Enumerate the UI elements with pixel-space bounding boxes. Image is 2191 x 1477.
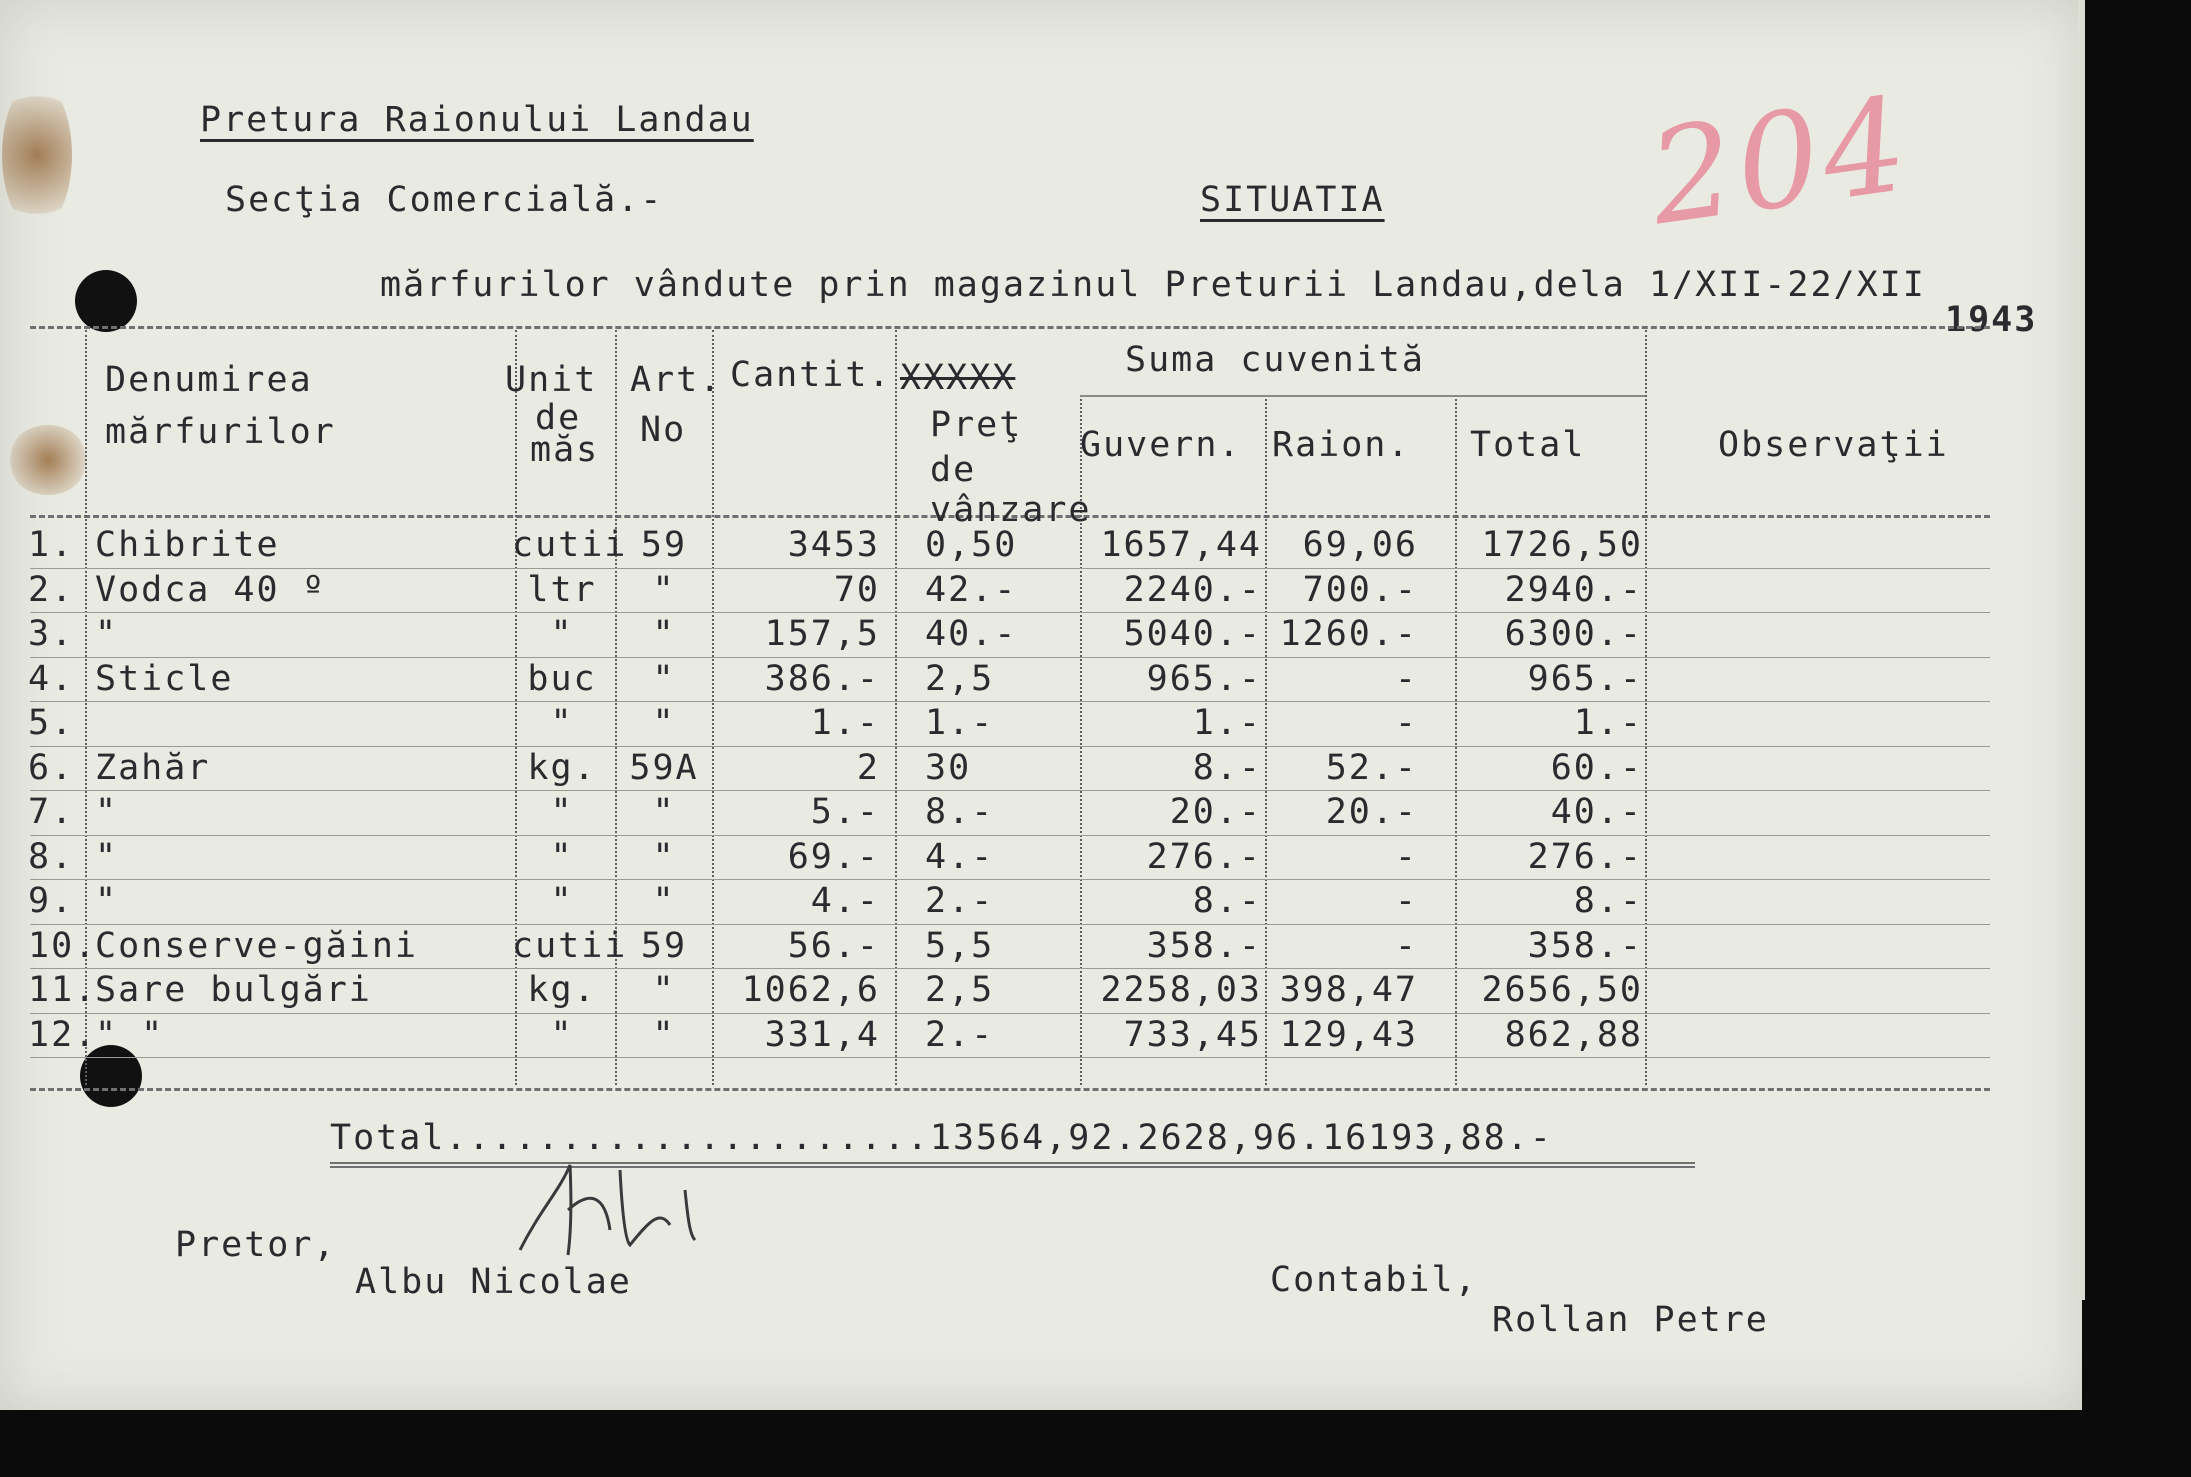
item-sum-raion: 1260.- <box>1279 614 1418 654</box>
contabil-name: Rollan Petre <box>1492 1300 1769 1340</box>
item-sum-gov: 2240.- <box>1123 569 1262 610</box>
item-name: Conserve-găini <box>95 925 419 966</box>
item-unit: " <box>550 1014 574 1055</box>
item-quantity: 386.- <box>764 658 880 699</box>
item-article: " <box>652 970 676 1010</box>
handwritten-signature <box>510 1150 750 1270</box>
row-number: 12. <box>28 1014 98 1055</box>
col-header-art: No <box>640 410 687 450</box>
row-number: 4. <box>28 658 75 699</box>
item-price: 2.- <box>925 881 995 921</box>
item-sum-total: 2656,50 <box>1481 970 1643 1010</box>
item-price: 42.- <box>925 569 1018 610</box>
col-header-price: de <box>930 450 977 490</box>
col-header-struck-text: XXXXX <box>900 358 1016 398</box>
item-sum-raion: - <box>1394 703 1418 743</box>
item-price: 0,50 <box>925 525 1018 565</box>
handwritten-stamp-number: 204 <box>1640 67 1920 255</box>
pretor-title: Pretor, <box>175 1225 337 1265</box>
item-price: 5,5 <box>925 925 995 966</box>
row-number: 8. <box>28 836 75 877</box>
item-sum-total: 1.- <box>1573 703 1643 743</box>
item-article: " <box>652 792 676 832</box>
row-divider <box>30 568 1990 569</box>
item-unit: buc <box>527 658 597 699</box>
item-sum-gov: 733,45 <box>1123 1014 1262 1055</box>
item-price: 4.- <box>925 836 995 877</box>
col-header-unit: de <box>535 398 582 438</box>
item-quantity: 4.- <box>810 881 880 921</box>
item-quantity: 3453 <box>787 525 880 565</box>
item-name: " <box>95 836 119 877</box>
item-sum-gov: 1.- <box>1192 703 1262 743</box>
item-article: " <box>652 1014 676 1055</box>
item-sum-gov: 5040.- <box>1123 614 1262 654</box>
row-divider <box>30 879 1990 880</box>
grand-total-line: Total.....................13564,92.2628,96.16193,88.- <box>330 1118 1553 1158</box>
col-header-name: Denumirea <box>105 360 313 400</box>
item-sum-raion: 20.- <box>1325 792 1418 832</box>
item-sum-total: 6300.- <box>1504 614 1643 654</box>
row-divider <box>30 746 1990 747</box>
item-sum-raion: - <box>1394 881 1418 921</box>
col-header-gov: Guvern. <box>1080 425 1242 465</box>
item-name: Sare bulgări <box>95 970 372 1010</box>
row-divider <box>30 968 1990 969</box>
item-quantity: 1062,6 <box>741 970 880 1010</box>
col-header-price: vânzare <box>930 490 1092 530</box>
document-title: SITUATIA <box>1200 180 1385 220</box>
item-unit: cutii <box>512 925 628 966</box>
item-unit: cutii <box>512 525 628 565</box>
pretor-name: Albu Nicolae <box>355 1262 632 1302</box>
item-name: " <box>95 614 119 654</box>
col-header-unit: Unit <box>505 360 598 400</box>
row-number: 5. <box>28 703 75 743</box>
row-number: 9. <box>28 881 75 921</box>
item-unit: " <box>550 881 574 921</box>
item-sum-raion: 129,43 <box>1279 1014 1418 1055</box>
item-name: " " <box>95 1014 165 1055</box>
item-sum-total: 965.- <box>1527 658 1643 699</box>
item-price: 30 <box>925 747 972 788</box>
item-sum-gov: 2258,03 <box>1100 970 1262 1010</box>
item-unit: ltr <box>527 569 597 610</box>
item-name: " <box>95 792 119 832</box>
item-price: 2.- <box>925 1014 995 1055</box>
item-sum-gov: 1657,44 <box>1100 525 1262 565</box>
scan-background <box>2085 0 2191 1477</box>
item-sum-gov: 8.- <box>1192 881 1262 921</box>
item-article: 59A <box>629 747 699 788</box>
row-divider <box>30 1013 1990 1014</box>
section-name: Secţia Comercială.- <box>225 180 664 220</box>
item-quantity: 56.- <box>787 925 880 966</box>
item-quantity: 157,5 <box>764 614 880 654</box>
item-name: Zahăr <box>95 747 211 788</box>
item-unit: " <box>550 836 574 877</box>
table-bottom-rule <box>30 1088 1990 1091</box>
item-sum-raion: 69,06 <box>1302 525 1418 565</box>
row-divider <box>30 790 1990 791</box>
col-header-sum: Suma cuvenită <box>1125 340 1425 380</box>
item-sum-total: 358.- <box>1527 925 1643 966</box>
row-divider <box>30 657 1990 658</box>
column-divider <box>1455 395 1457 1085</box>
item-article: 59 <box>640 925 688 966</box>
item-quantity: 2 <box>856 747 880 788</box>
item-sum-total: 40.- <box>1550 792 1643 832</box>
document-subtitle: mărfurilor vândute prin magazinul Preturii Landau,dela 1/XII-22/XII <box>380 265 1926 305</box>
item-sum-raion: 398,47 <box>1279 970 1418 1010</box>
item-quantity: 1.- <box>810 703 880 743</box>
item-unit: " <box>550 614 574 654</box>
item-sum-raion: - <box>1394 658 1418 699</box>
row-divider <box>30 924 1990 925</box>
stain-mark <box>2 80 72 230</box>
item-quantity: 5.- <box>810 792 880 832</box>
col-header-price: Preţ <box>930 405 1023 445</box>
punch-hole <box>75 270 137 332</box>
item-unit: kg. <box>527 747 597 788</box>
item-unit: " <box>550 792 574 832</box>
item-unit: " <box>550 703 574 743</box>
item-sum-raion: 700.- <box>1302 569 1418 610</box>
item-sum-gov: 8.- <box>1192 747 1262 788</box>
item-article: " <box>652 614 676 654</box>
row-number: 7. <box>28 792 75 832</box>
item-sum-total: 8.- <box>1573 881 1643 921</box>
item-sum-total: 862,88 <box>1504 1014 1643 1055</box>
col-header-art: Art. <box>630 360 723 400</box>
item-name: Sticle <box>95 658 234 699</box>
item-price: 1.- <box>925 703 995 743</box>
item-article: " <box>652 703 676 743</box>
item-quantity: 69.- <box>787 836 880 877</box>
col-header-total: Total <box>1470 425 1586 465</box>
item-article: " <box>652 569 676 610</box>
item-name: Vodca 40 º <box>95 569 326 610</box>
office-name: Pretura Raionului Landau <box>200 100 754 140</box>
document-year: 1943 <box>1945 300 2038 340</box>
table-top-rule <box>30 326 1990 329</box>
item-price: 2,5 <box>925 658 995 699</box>
item-price: 40.- <box>925 614 1018 654</box>
item-article: " <box>652 881 676 921</box>
item-article: " <box>652 658 676 699</box>
col-header-name: mărfurilor <box>105 412 336 452</box>
row-number: 6. <box>28 747 75 788</box>
item-sum-total: 2940.- <box>1504 569 1643 610</box>
item-quantity: 70 <box>833 569 880 610</box>
row-number: 3. <box>28 614 75 654</box>
item-sum-total: 60.- <box>1550 747 1643 788</box>
item-unit: kg. <box>527 970 597 1010</box>
col-header-raion: Raion. <box>1272 425 1411 465</box>
item-quantity: 331,4 <box>764 1014 880 1055</box>
row-number: 2. <box>28 569 75 610</box>
row-divider <box>30 1057 1990 1058</box>
item-sum-gov: 20.- <box>1169 792 1262 832</box>
item-sum-gov: 276.- <box>1146 836 1262 877</box>
column-divider <box>895 330 897 1085</box>
column-divider <box>712 330 714 1085</box>
item-sum-raion: 52.- <box>1325 747 1418 788</box>
row-number: 10. <box>28 925 98 966</box>
row-divider <box>30 701 1990 702</box>
item-sum-total: 276.- <box>1527 836 1643 877</box>
sum-header-divider <box>1080 395 1645 397</box>
item-sum-total: 1726,50 <box>1481 525 1643 565</box>
row-divider <box>30 835 1990 836</box>
col-header-quantity: Cantit. <box>730 355 892 395</box>
item-sum-gov: 965.- <box>1146 658 1262 699</box>
item-article: 59 <box>640 525 688 565</box>
item-sum-raion: - <box>1394 925 1418 966</box>
item-price: 8.- <box>925 792 995 832</box>
item-sum-gov: 358.- <box>1146 925 1262 966</box>
col-header-unit: măs <box>530 430 600 470</box>
column-divider <box>1645 330 1647 1085</box>
column-divider <box>1265 395 1267 1085</box>
col-header-observations: Observaţii <box>1718 425 1949 465</box>
item-price: 2,5 <box>925 970 995 1010</box>
item-name: Chibrite <box>95 525 280 565</box>
row-number: 1. <box>28 525 75 565</box>
row-number: 11. <box>28 970 98 1010</box>
contabil-title: Contabil, <box>1270 1260 1478 1300</box>
column-divider <box>615 330 617 1085</box>
item-sum-raion: - <box>1394 836 1418 877</box>
row-divider <box>30 612 1990 613</box>
item-name: " <box>95 881 119 921</box>
item-article: " <box>652 836 676 877</box>
stain-mark <box>8 425 88 495</box>
